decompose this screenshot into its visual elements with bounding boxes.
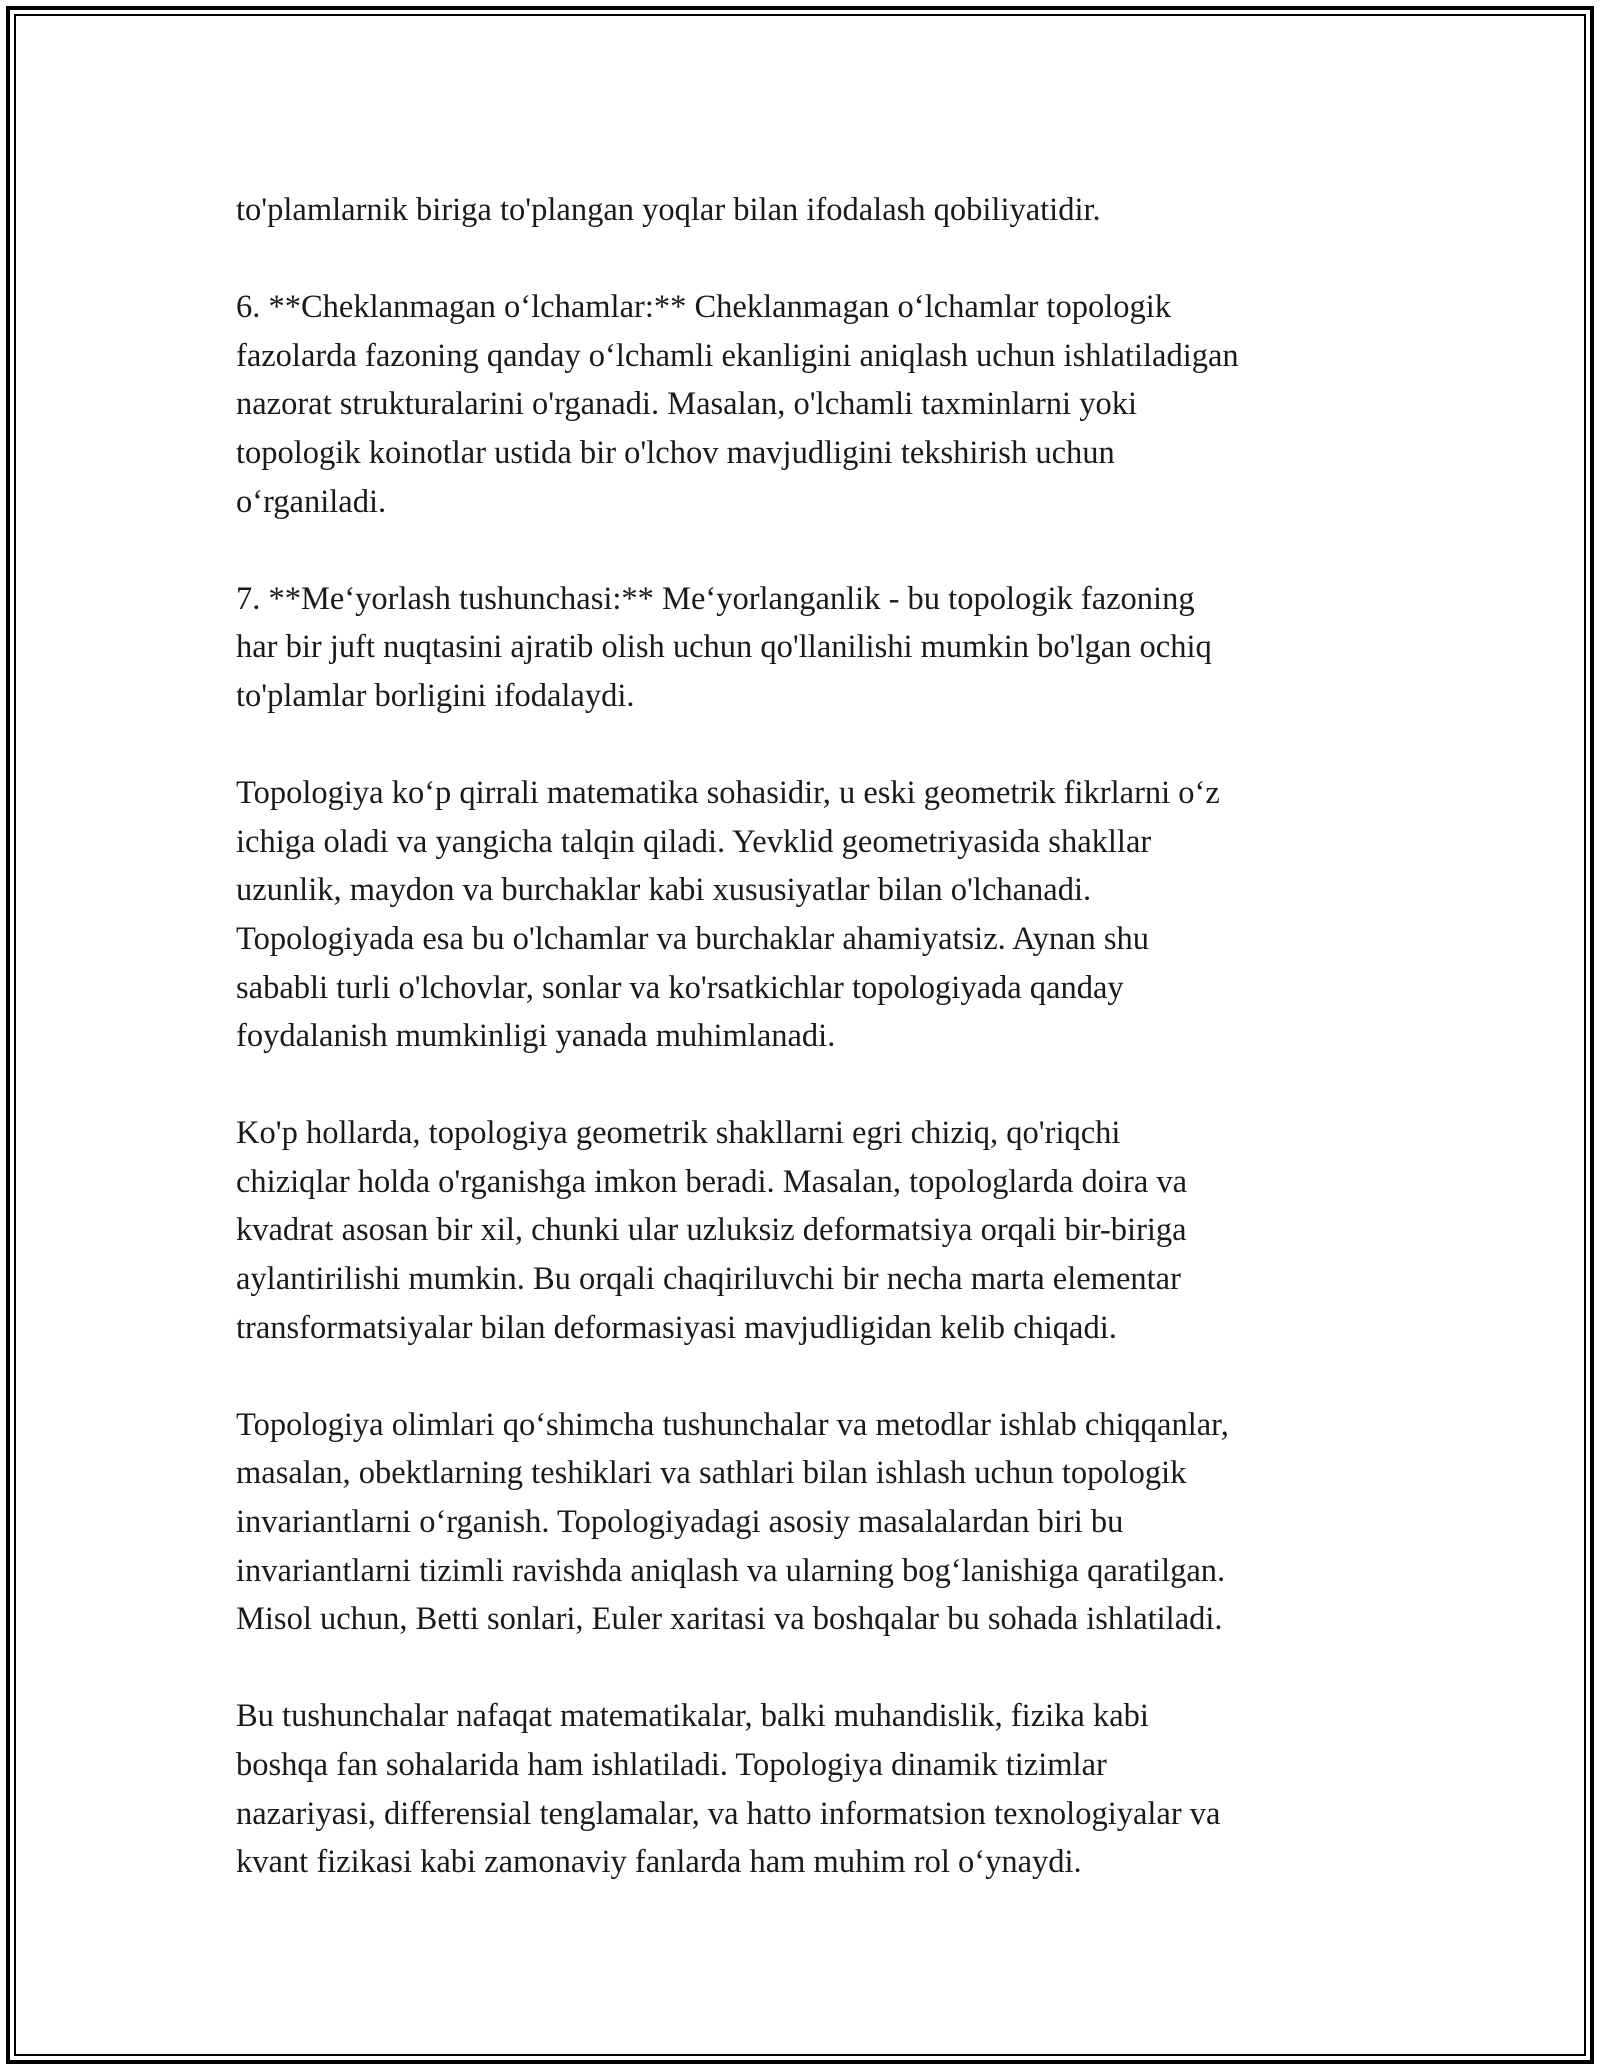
text-line: Bu tushunchalar nafaqat matematikalar, balki muhandislik, fizika kabi [236, 1698, 1149, 1735]
text-line: nazorat strukturalarini o'rganadi. Masalan, o'lchamli taxminlarni yoki [236, 386, 1137, 423]
paragraph [236, 575, 1366, 721]
text-line: kvant fizikasi kabi zamonaviy fanlarda ham muhim rol o‘ynaydi. [236, 1844, 1082, 1881]
paragraph [236, 1401, 1366, 1644]
text-line: kvadrat asosan bir xil, chunki ular uzluksiz deformatsiya orqali bir-biriga [236, 1212, 1187, 1249]
text-line: invariantlarni o‘rganish. Topologiyadagi asosiy masalalardan biri bu [236, 1504, 1124, 1541]
text-line: to'plamlarnik biriga to'plangan yoqlar bilan ifodalash qobiliyatidir. [236, 192, 1101, 228]
text-line: transformatsiyalar bilan deformasiyasi mavjudligidan kelib chiqadi. [236, 1309, 1117, 1346]
text-line: foydalanish mumkinligi yanada muhimlanadi. [236, 1018, 836, 1055]
text-line: Topologiya olimlari qo‘shimcha tushunchalar va metodlar ishlab chiqqanlar, [236, 1406, 1229, 1443]
paragraph [236, 186, 1366, 235]
text-line: Topologiya ko‘p qirrali matematika sohasidir, u eski geometrik fikrlarni o‘z [236, 775, 1220, 812]
text-line: invariantlarni tizimli ravishda aniqlash va ularning bog‘lanishiga qaratilgan. [236, 1552, 1226, 1589]
text-line: ichiga oladi va yangicha talqin qiladi. Yevklid geometriyasida shakllar [236, 823, 1152, 860]
text-line: sababli turli o'lchovlar, sonlar va ko'rsatkichlar topologiyada qanday [236, 969, 1124, 1006]
text-line: masalan, obektlarning teshiklari va sathlari bilan ishlash uchun topologik [236, 1455, 1187, 1492]
text-line: Topologiyada esa bu o'lchamlar va burchaklar ahamiyatsiz. Aynan shu [236, 920, 1150, 957]
document-body [236, 186, 1366, 1935]
text-line: Ko'p hollarda, topologiya geometrik shakllarni egri chiziq, qo'riqchi [236, 1115, 1121, 1152]
text-line: nazariyasi, differensial tenglamalar, va hatto informatsion texnologiyalar va [236, 1795, 1221, 1832]
text-line: Misol uchun, Betti sonlari, Euler xaritasi va boshqalar bu sohada ishlatiladi. [236, 1601, 1223, 1638]
paragraph [236, 283, 1366, 526]
text-line: 6. **Cheklanmagan o‘lchamlar:** Cheklanmagan o‘lchamlar topologik [236, 289, 1172, 326]
text-line: boshqa fan sohalarida ham ishlatiladi. Topologiya dinamik tizimlar [236, 1747, 1107, 1783]
text-line: aylantirilishi mumkin. Bu orqali chaqiriluvchi bir necha marta elementar [236, 1261, 1181, 1298]
text-line: har bir juft nuqtasini ajratib olish uchun qo'llanilishi mumkin bo'lgan ochiq [236, 629, 1212, 666]
text-line: o‘rganiladi. [236, 483, 387, 520]
paragraph [236, 1109, 1366, 1352]
text-line: to'plamlar borligini ifodalaydi. [236, 677, 635, 714]
paragraph [236, 769, 1366, 1061]
text-line: chiziqlar holda o'rganishga imkon beradi. Masalan, topologlarda doira va [236, 1163, 1188, 1200]
text-line: uzunlik, maydon va burchaklar kabi xususiyatlar bilan o'lchanadi. [236, 872, 1092, 909]
text-line: topologik koinotlar ustida bir o'lchov mavjudligini tekshirish uchun [236, 434, 1115, 471]
text-line: fazolarda fazoning qanday o‘lchamli ekanligini aniqlash uchun ishlatiladigan [236, 337, 1239, 374]
paragraph [236, 1692, 1366, 1886]
text-line: 7. **Me‘yorlash tushunchasi:** Me‘yorlanganlik - bu topologik fazoning [236, 580, 1195, 617]
